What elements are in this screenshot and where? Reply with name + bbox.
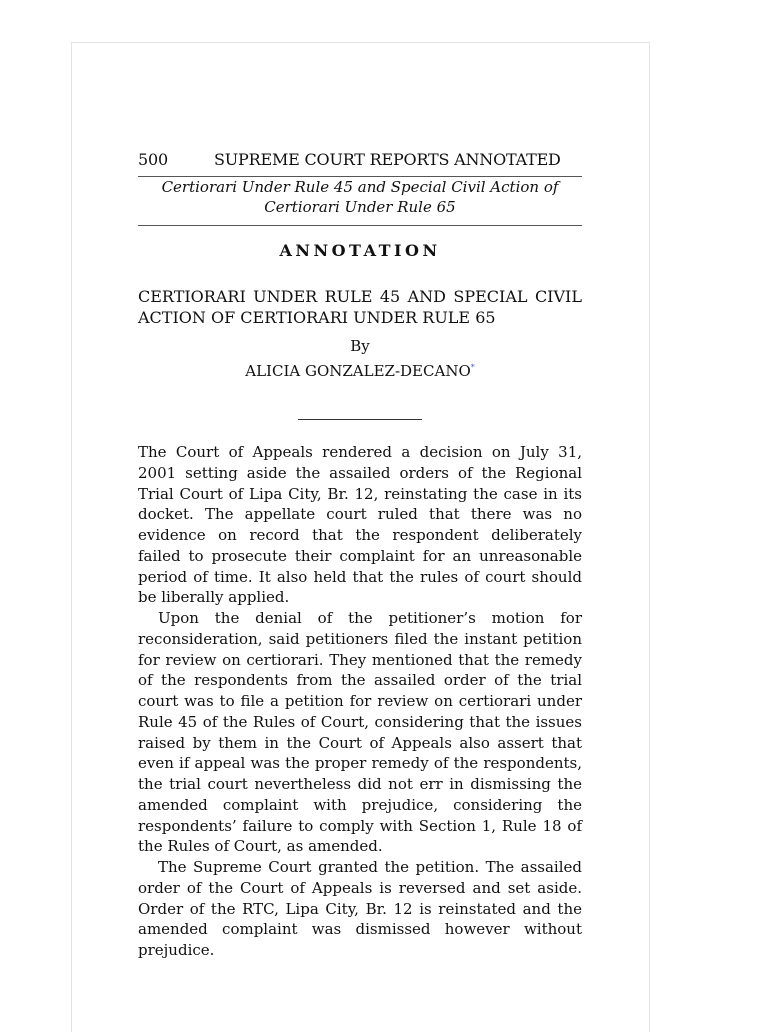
body-text: [138, 442, 582, 961]
header-rule-bottom: [138, 225, 582, 226]
paragraph: The Supreme Court granted the petition. The assailed order of the Court of Appeals is reversed and set aside. Order of the RTC, Lipa City, Br. 12 is reinstated and the amended complaint was dismissed however without prejudice.: [138, 858, 582, 959]
section-divider: [298, 419, 422, 420]
paragraph: Upon the denial of the petitioner’s motion for reconsideration, said petitioners filed the instant petition for review on certiorari. They mentioned that the remedy of the respondents from the assailed order of the trial court was to file a petition for review on certiorari under Rule 45 of the Rules of Court, considering that the issues raised by them in the Court of Appeals also assert that even if appeal was the proper remedy of the respondents, the trial court nevertheless did not err in dismissing the amended complaint with prejudice, considering the respondents’ failure to comply with Section 1, Rule 18 of the Rules of Court, as amended.: [138, 609, 582, 856]
author-line: [138, 357, 582, 382]
publication-title: SUPREME COURT REPORTS ANNOTATED: [214, 150, 561, 169]
footnote-marker[interactable]: *: [470, 363, 475, 372]
section-label: ANNOTATION: [279, 241, 441, 260]
running-subtitle: Certiorari Under Rule 45 and Special Civil Action of Certiorari Under Rule 65: [161, 178, 559, 216]
page-number: 500: [138, 150, 168, 169]
running-header: [138, 150, 582, 170]
document-page: [138, 150, 582, 961]
paragraph: The Court of Appeals rendered a decision on July 31, 2001 setting aside the assailed orders of the Regional Trial Court of Lipa City, Br. 12, reinstating the case in its docket. The appellate court ruled that there was no evidence on record that the respondent deliberately failed to prosecute their complaint for an unreasonable period of time. It also held that the rules of court should be liberally applied.: [138, 443, 582, 607]
author-name: ALICIA GONZALEZ-DECANO: [245, 362, 471, 380]
byline: By: [350, 337, 370, 355]
annotation-title: CERTIORARI UNDER RULE 45 AND SPECIAL CIVIL ACTION OF CERTIORARI UNDER RULE 65: [138, 287, 582, 327]
